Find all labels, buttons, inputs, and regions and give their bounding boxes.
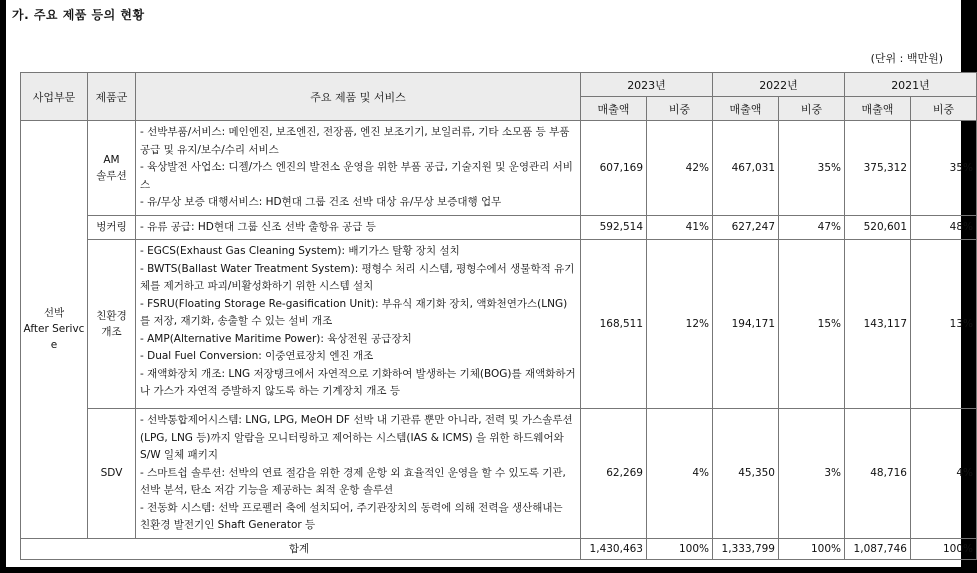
sales-2023: 168,511: [581, 240, 647, 409]
table-row: [21, 240, 977, 409]
col-header-year-2022: 2022년: [713, 73, 845, 97]
share-2021: 35%: [911, 121, 977, 216]
total-share-2021: 100%: [911, 538, 977, 559]
sales-2021: 143,117: [845, 240, 911, 409]
col-header-main-products: 주요 제품 및 서비스: [136, 73, 581, 121]
description-text: - 선박부품/서비스: 메인엔진, 보조엔진, 전장품, 엔진 보조기기, 보일러류, 기타 소모품 등 부품 공급 및 유지/보수/수리 서비스 - 육상발전 사업소: 디젤/가스 엔진의 발전소 운영을 위한 부품 공급, 기술지원 및 운영관리 서비스 - 유/무상 보증 대행서비스: HD현대 그룹 건조 선박 대상 유/무상 보증대행 업무: [140, 126, 573, 208]
sales-2022: 194,171: [713, 240, 779, 409]
share-2022: 15%: [779, 240, 845, 409]
sales-2022: 45,350: [713, 409, 779, 539]
total-sales-2023: 1,430,463: [581, 538, 647, 559]
sales-2022: 467,031: [713, 121, 779, 216]
table-row: [21, 121, 977, 216]
description-text: - 유류 공급: HD현대 그룹 신조 선박 출항유 공급 등: [140, 220, 376, 233]
section-heading: 가. 주요 제품 등의 현황: [12, 8, 145, 22]
product-group-name: 벙커링: [96, 221, 127, 234]
share-2022: 35%: [779, 121, 845, 216]
sales-2021: 48,716: [845, 409, 911, 539]
document-page: [6, 0, 973, 567]
total-sales-2021: 1,087,746: [845, 538, 911, 559]
col-header-share: 비중: [779, 97, 845, 121]
sales-2023: 607,169: [581, 121, 647, 216]
product-group-cell: [88, 121, 136, 216]
description-text: - 선박통합제어시스템: LNG, LPG, MeOH DF 선박 내 기관류 뿐만 아니라, 전력 및 가스솔루션(LPG, LNG 등)까지 알람을 모니터링하고 제어하는 시스템(IAS & ICMS) 을 위한 하드웨어와 S/W 일체 패키지 - 스마트쉽 솔루션: 선박의 연료 절감을 위한 경제 운항 외 효율적인 운영을 할 수 있도록 기관, 선박 분석, 탄소 저감 기능을 제공하는 최적 운항 솔루션 - 전동화 시스템: 선박 프로펠러 축에 설치되어, 주기관장치의 동력에 의해 전력을 생산해내는 친환경 발전기인 Shaft Generator 등: [140, 414, 573, 531]
total-label: 합계: [21, 538, 581, 559]
total-share-2022: 100%: [779, 538, 845, 559]
total-sales-2022: 1,333,799: [713, 538, 779, 559]
col-header-sales: 매출액: [845, 97, 911, 121]
total-row: [21, 538, 977, 559]
share-2023: 41%: [647, 215, 713, 240]
description-cell: [136, 215, 581, 240]
product-group-cell: [88, 215, 136, 240]
sales-2022: 627,247: [713, 215, 779, 240]
sales-2021: 375,312: [845, 121, 911, 216]
product-status-table: [20, 72, 977, 560]
description-cell: [136, 240, 581, 409]
total-share-2023: 100%: [647, 538, 713, 559]
col-header-year-2023: 2023년: [581, 73, 713, 97]
share-2023: 42%: [647, 121, 713, 216]
description-cell: [136, 121, 581, 216]
unit-note: (단위 : 백만원): [870, 52, 943, 65]
product-group-cell: [88, 409, 136, 539]
col-header-sales: 매출액: [581, 97, 647, 121]
segment-name: 선박 After Serivc e: [23, 307, 85, 352]
sales-2021: 520,601: [845, 215, 911, 240]
col-header-share: 비중: [647, 97, 713, 121]
sales-2023: 592,514: [581, 215, 647, 240]
share-2021: 13%: [911, 240, 977, 409]
col-header-sales: 매출액: [713, 97, 779, 121]
sales-2023: 62,269: [581, 409, 647, 539]
description-cell: [136, 409, 581, 539]
share-2022: 47%: [779, 215, 845, 240]
col-header-share: 비중: [911, 97, 977, 121]
share-2023: 12%: [647, 240, 713, 409]
product-group-name: 친환경 개조: [96, 310, 127, 338]
table-row: [21, 409, 977, 539]
col-header-product-group: 제품군: [88, 73, 136, 121]
share-2021: 4%: [911, 409, 977, 539]
share-2022: 3%: [779, 409, 845, 539]
product-group-name: SDV: [100, 467, 123, 480]
col-header-segment: 사업부문: [21, 73, 88, 121]
share-2021: 48%: [911, 215, 977, 240]
product-group-cell: [88, 240, 136, 409]
header-row-1: [21, 73, 977, 97]
table-row: [21, 215, 977, 240]
product-group-name: AM 솔루션: [96, 153, 127, 182]
segment-cell: [21, 121, 88, 539]
col-header-year-2021: 2021년: [845, 73, 977, 97]
share-2023: 4%: [647, 409, 713, 539]
description-text: - EGCS(Exhaust Gas Cleaning System): 배기가스 탈황 장치 설치 - BWTS(Ballast Water Treatment System): 평형수 처리 시스템, 평형수에서 생물학적 유기체를 제거하고 파괴/비활성화하기 위한 시스템 설치 - FSRU(Floating Storage Re-gasification Unit): 부유식 재기화 장치, 액화천연가스(LNG)를 저장, 재기화, 송출할 수 있는 설비 개조 - AMP(Alternative Maritime Power): 육상전원 공급장치 - Dual Fuel Conversion: 이중연료장치 엔진 개조 - 재액화장치 개조: LNG 저장탱크에서 자연적으로 기화하여 발생하는 기체(BOG)를 재액화하거나 가스가 자연적 증발하지 않도록 하는 기계장치 개조 등: [140, 245, 576, 397]
